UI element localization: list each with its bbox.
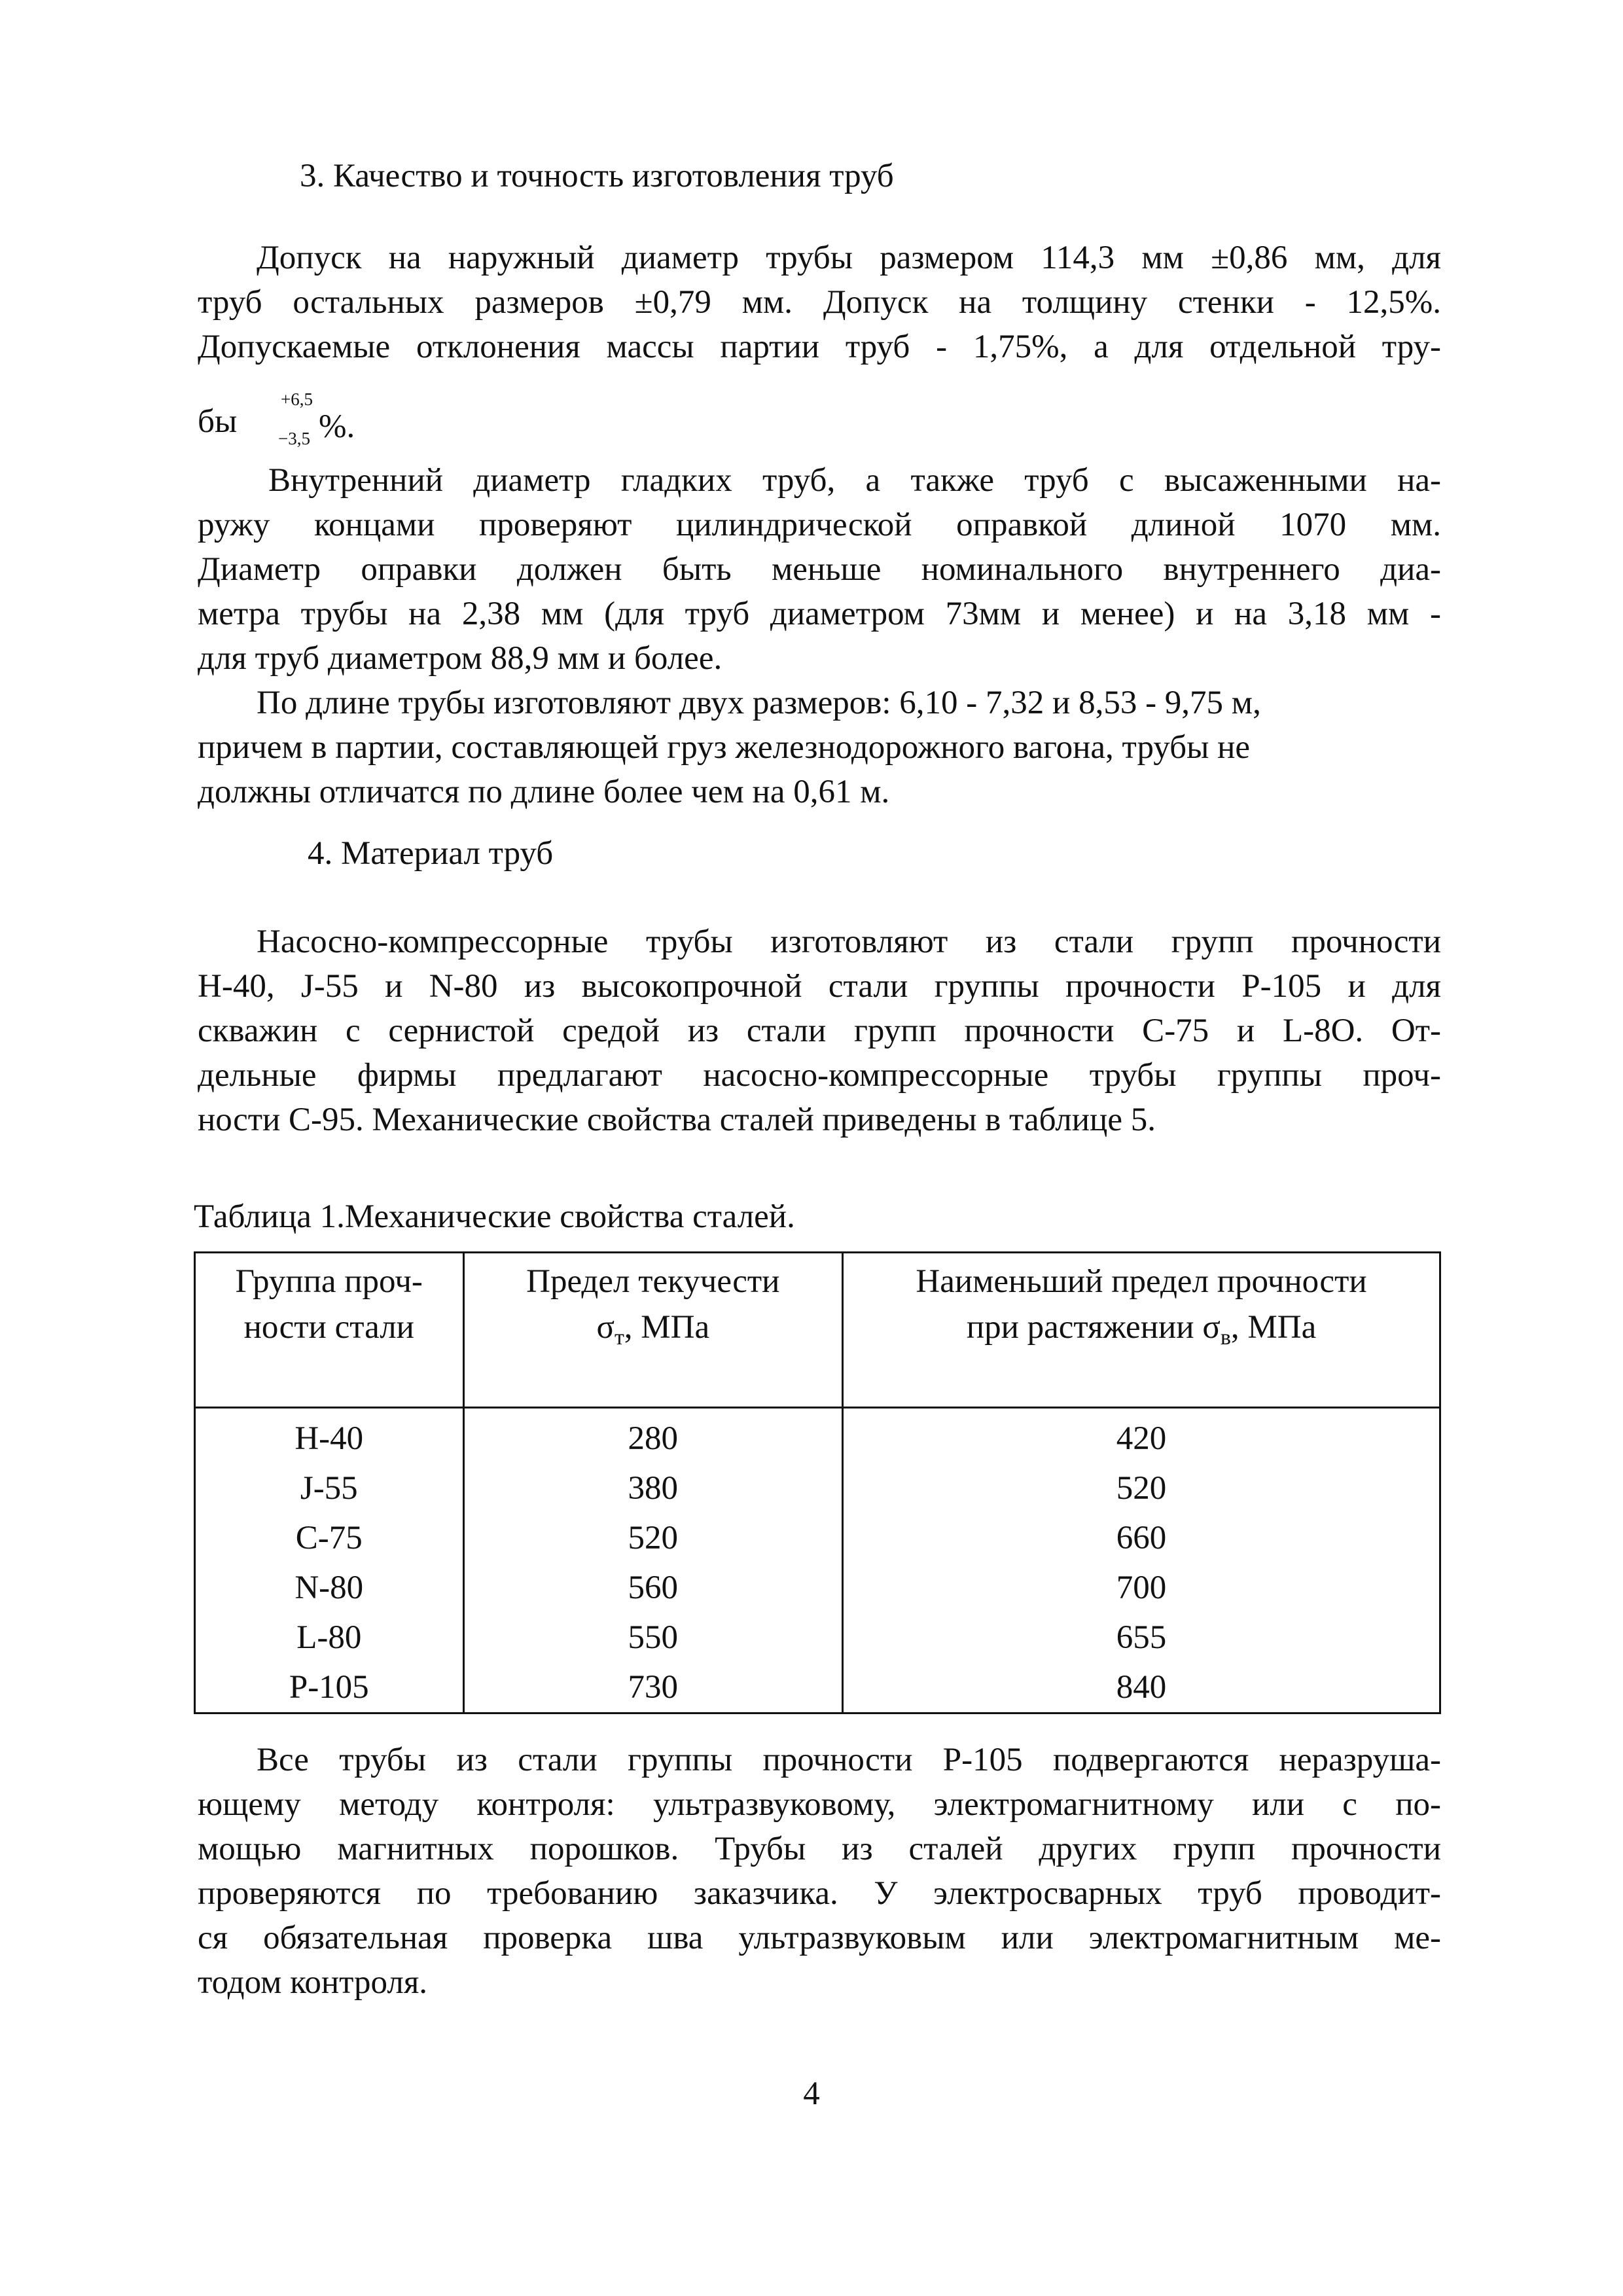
cell-yield: 380 xyxy=(463,1463,843,1513)
cell-group: J-55 xyxy=(195,1463,464,1513)
cell-yield: 280 xyxy=(463,1408,843,1464)
closing-paragraph xyxy=(198,1738,1441,2005)
cell-tensile: 655 xyxy=(843,1613,1440,1662)
paragraph-line: скважин с сернистой средой из стали групп прочности С-75 и L-8O. От- xyxy=(198,1013,1441,1049)
section-4-paragraph xyxy=(198,920,1441,1142)
header-text: Наименьший предел прочности xyxy=(916,1263,1367,1300)
header-yield-strength xyxy=(463,1253,843,1408)
header-text: Группа проч- xyxy=(235,1263,423,1300)
header-text: ности стали xyxy=(243,1309,414,1346)
section-4-heading: 4. Материал труб xyxy=(308,835,554,872)
paragraph-line: причем в партии, составляющей груз железнодорожного вагона, трубы не xyxy=(198,729,1251,766)
cell-tensile: 700 xyxy=(843,1563,1440,1613)
section-3-paragraph-3 xyxy=(198,681,1441,814)
paragraph-line: ся обязательная проверка шва ультразвуковым или электромагнитным ме- xyxy=(198,1920,1441,1956)
page-number: 4 xyxy=(803,2075,820,2112)
paragraph-line: Диаметр оправки должен быть меньше номинального внутреннего диа- xyxy=(198,551,1441,588)
header-strength-group xyxy=(195,1253,464,1408)
cell-tensile: 840 xyxy=(843,1662,1440,1713)
table-row xyxy=(195,1563,1440,1613)
table-row xyxy=(195,1613,1440,1662)
section-3-paragraph-1 xyxy=(198,236,1441,369)
paragraph-line: труб остальных размеров ±0,79 мм. Допуск на толщину стенки - 12,5%. xyxy=(198,284,1441,321)
cell-yield: 550 xyxy=(463,1613,843,1662)
paragraph-line: метра трубы на 2,38 мм (для труб диаметром 73мм и менее) и на 3,18 мм - xyxy=(198,596,1441,632)
paragraph-line: тодом контроля. xyxy=(198,1964,428,2001)
paragraph-line: для труб диаметром 88,9 мм и более. xyxy=(198,640,722,677)
tolerance-lower: −3,5 xyxy=(278,429,310,448)
cell-tensile: 660 xyxy=(843,1513,1440,1563)
table-row xyxy=(195,1463,1440,1513)
cell-tensile: 520 xyxy=(843,1463,1440,1513)
paragraph-line: ющему методу контроля: ультразвуковому, электромагнитному или с по- xyxy=(198,1786,1441,1823)
tolerance-unit: %. xyxy=(319,408,355,445)
steel-properties-table xyxy=(194,1251,1441,1714)
section-3-heading: 3. Качество и точность изготовления труб xyxy=(300,158,894,194)
paragraph-line: ружу концами проверяют цилиндрической оправкой длиной 1070 мм. xyxy=(198,507,1441,543)
cell-group: N-80 xyxy=(195,1563,464,1613)
header-text: , МПа xyxy=(624,1309,710,1346)
paragraph-line: Все трубы из стали группы прочности Р-105 подвергаются неразруша- xyxy=(257,1742,1441,1778)
cell-group: Н-40 xyxy=(195,1408,464,1464)
header-text: Предел текучести xyxy=(526,1263,780,1300)
table-caption: Таблица 1.Механические свойства сталей. xyxy=(194,1198,795,1235)
cell-group: С-75 xyxy=(195,1513,464,1563)
paragraph-line: Допуск на наружный диаметр трубы размером 114,3 мм ±0,86 мм, для xyxy=(257,240,1441,276)
subscript: в xyxy=(1220,1325,1231,1350)
header-text: , МПа xyxy=(1230,1309,1317,1346)
cell-yield: 560 xyxy=(463,1563,843,1613)
paragraph-line: мощью магнитных порошков. Трубы из сталей других групп прочности xyxy=(198,1831,1441,1867)
table-header-row xyxy=(195,1253,1440,1408)
paragraph-line: должны отличатся по длине более чем на 0,61 м. xyxy=(198,774,890,810)
cell-group: Р-105 xyxy=(195,1662,464,1713)
paragraph-line: проверяются по требованию заказчика. У электросварных труб проводит- xyxy=(198,1875,1441,1912)
section-3-paragraph-2 xyxy=(198,458,1441,681)
tolerance-upper: +6,5 xyxy=(281,389,313,409)
tolerance-word: бы xyxy=(198,403,238,440)
header-tensile-strength xyxy=(843,1253,1440,1408)
table-row xyxy=(195,1513,1440,1563)
table-row xyxy=(195,1662,1440,1713)
cell-yield: 520 xyxy=(463,1513,843,1563)
subscript: т xyxy=(614,1325,624,1350)
table-row xyxy=(195,1408,1440,1464)
paragraph-line: По длине трубы изготовляют двух размеров: 6,10 - 7,32 и 8,53 - 9,75 м, xyxy=(257,685,1261,721)
paragraph-line: Н-40, J-55 и N-80 из высокопрочной стали группы прочности Р-105 и для xyxy=(198,968,1441,1005)
paragraph-line: дельные фирмы предлагают насосно-компрессорные трубы группы проч- xyxy=(198,1057,1441,1094)
paragraph-line: Внутренний диаметр гладких труб, а также труб с высаженными на- xyxy=(268,462,1441,499)
cell-group: L-80 xyxy=(195,1613,464,1662)
sigma-symbol: σ xyxy=(596,1309,615,1346)
paragraph-line: Допускаемые отклонения массы партии труб - 1,75%, а для отдельной тру- xyxy=(198,329,1441,365)
cell-tensile: 420 xyxy=(843,1408,1440,1464)
header-text: при растяжении σ xyxy=(966,1309,1221,1346)
paragraph-line: ности С-95. Механические свойства сталей приведены в таблице 5. xyxy=(198,1102,1156,1138)
cell-yield: 730 xyxy=(463,1662,843,1713)
paragraph-line: Насосно-компрессорные трубы изготовляют из стали групп прочности xyxy=(257,924,1441,960)
